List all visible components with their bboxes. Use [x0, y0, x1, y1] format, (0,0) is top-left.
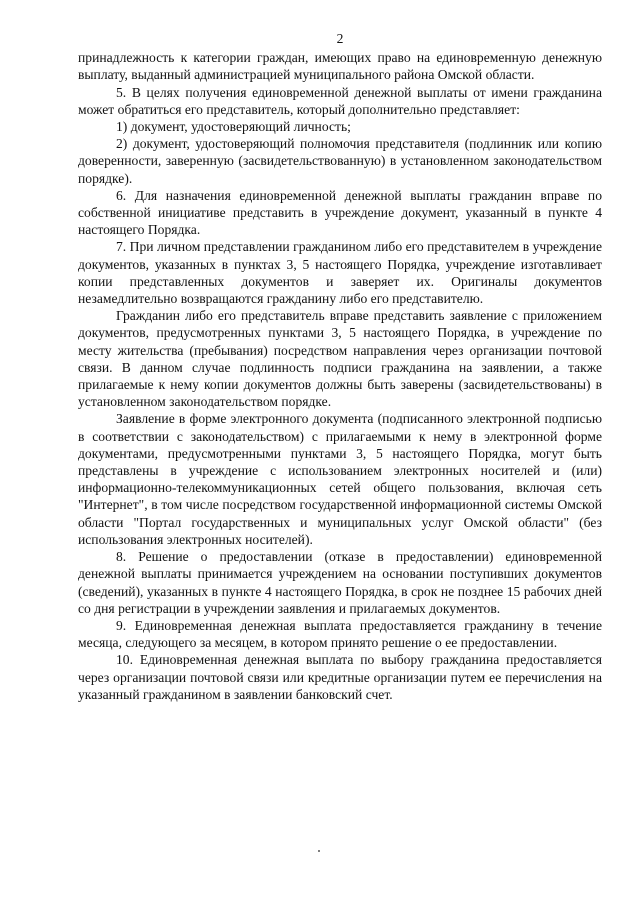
- paragraph-10: 10. Единовременная денежная выплата по выбору гражданина предоставляется через организации почтовой связи или кредитные организации путем ее перечисления на указанный гражданином в заявлении банковский счет.: [78, 652, 602, 702]
- paragraph-continuation: принадлежность к категории граждан, имеющих право на единовременную денежную выплату, выданный администрацией муниципального района Омской области.: [78, 50, 602, 83]
- document-body: [78, 49, 602, 703]
- paragraph-5: 5. В целях получения единовременной денежной выплаты от имени гражданина может обратиться его представитель, который дополнительно представляет:: [78, 84, 602, 117]
- paragraph-9: 9. Единовременная денежная выплата предоставляется гражданину в течение месяца, следующего за месяцем, в котором принято решение о ее предоставлении.: [78, 617, 602, 651]
- paragraph-7: 7. При личном представлении гражданином либо его представителем в учреждение документов, указанных в пунктах 3, 5 настоящего Порядка, учреждение изготавливает копии представленных документов и заверяет их. Оригиналы документов незамедлительно возвращаются гражданину либо его представителю.: [78, 239, 602, 307]
- paragraph-8: 8. Решение о предоставлении (отказе в предоставлении) единовременной денежной выплаты принимается учреждением на основании поступивших документов (сведений), указанных в пункте 4 настоящего Порядка, в срок не позднее 15 рабочих дней со дня регистрации в учреждении заявления и прилагаемых документов.: [78, 549, 602, 616]
- paragraph-5-2: 2) документ, удостоверяющий полномочия представителя (подлинник или копию доверенности, заверенную (засвидетельствованную) в установленном законодательством порядке).: [78, 136, 602, 186]
- paragraph-7-electronic: Заявление в форме электронного документа (подписанного электронной подписью в соответствии с законодательством) с прилагаемыми к нему в электронной форме документами, предусмотренными пунктами 3, 5 настоящего Порядка, могут быть представлены в учреждение с использованием электронных носителей и (или) информационно-телекоммуникационных сетей общего пользования, включая сеть "Интернет", в том числе посредством государственной информационной системы Омской области "Портал государственных и муниципальных услуг Омской области" (без использования электронных носителей).: [78, 411, 602, 547]
- paragraph-5-1: 1) документ, удостоверяющий личность;: [116, 119, 351, 135]
- page-number: 2: [336, 31, 344, 46]
- document-page: [78, 30, 602, 703]
- paragraph-6: 6. Для назначения единовременной денежной выплаты гражданин вправе по собственной инициативе представить в учреждение документ, указанный в пункте 4 настоящего Порядка.: [78, 187, 602, 238]
- paragraph-7-mail: Гражданин либо его представитель вправе представить заявление с приложением документов, предусмотренных пунктами 3, 5 настоящего Порядка, в учреждение по месту жительства (пребывания) посредством направления через организации почтовой связи. В данном случае подлинность подписи гражданина на заявлении, а также прилагаемые к нему копии документов должны быть заверены (засвидетельствованы) в установленном законодательством порядке.: [78, 308, 602, 410]
- scan-artifact-dot: [318, 850, 320, 852]
